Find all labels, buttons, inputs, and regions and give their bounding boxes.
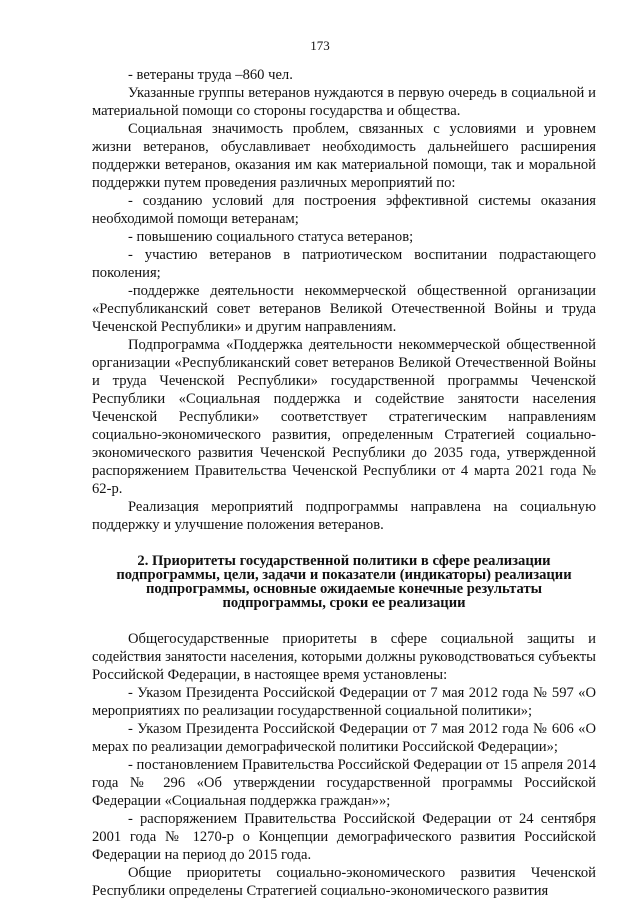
paragraph-subprogram-description: Подпрограмма «Поддержка деятельности некоммерческой общественной организации «Республиканский совет ветеранов Великой Отечественной Войны и труда Чеченской Республики» государственной программы Чеченской Республики «Социальная поддержка и содействие занятости населения Чеченской Республики» соответствует стратегическим направлениям социально-экономического развития, определенным Стратегией социально-экономического развития Чеченской Республики до 2035 года, утвержденной распоряжением Правительства Чеченской Республики от 4 марта 2021 года № 62-р. bbox=[92, 337, 596, 497]
paragraph-implementation-goal: Реализация мероприятий подпрограммы направлена на социальную поддержку и улучшение положения ветеранов. bbox=[92, 499, 596, 533]
paragraph-national-priorities: Общегосударственные приоритеты в сфере социальной защиты и содействия занятости населения, которыми должны руководствоваться субъекты Российской Федерации, в настоящее время установлены: bbox=[92, 631, 596, 683]
paragraph-groups-need-help: Указанные группы ветеранов нуждаются в первую очередь в социальной и материальной помощи со стороны государства и общества. bbox=[92, 85, 596, 119]
list-item-decree-606: - Указом Президента Российской Федерации от 7 мая 2012 года № 606 «О мерах по реализации демографической политики Российской Федерации»; bbox=[92, 721, 596, 755]
list-item-effective-system: - созданию условий для построения эффективной системы оказания необходимой помощи ветеранам; bbox=[92, 193, 596, 227]
document-body bbox=[92, 66, 596, 900]
list-item-support-organization: -поддержке деятельности некоммерческой общественной организации «Республиканский совет ветеранов Великой Отечественной Войны и труда Чеченской Республики» и другим направлениям. bbox=[92, 283, 596, 335]
list-item-patriotic-education: - участию ветеранов в патриотическом воспитании подрастающего поколения; bbox=[92, 247, 596, 281]
paragraph-general-priorities: Общие приоритеты социально-экономического развития Чеченской Республики определены Стратегией социально-экономического развития bbox=[92, 865, 596, 899]
paragraph-social-significance: Социальная значимость проблем, связанных с условиями и уровнем жизни ветеранов, обуславливает необходимость дальнейшего расширения поддержки ветеранов, оказания им как материальной помощи, так и моральной поддержки путем проведения различных мероприятий по: bbox=[92, 121, 596, 191]
list-item-order-1270: - распоряжением Правительства Российской Федерации от 24 сентября 2001 года № 1270-р о Концепции демографического развития Российской Федерации на период до 2015 года. bbox=[92, 811, 596, 863]
list-item-resolution-296: - постановлением Правительства Российской Федерации от 15 апреля 2014 года № 296 «Об утверждении государственной программы Российской Федерации «Социальная поддержка граждан»»; bbox=[92, 757, 596, 809]
paragraph-veterans-labor: - ветераны труда –860 чел. bbox=[128, 67, 293, 83]
list-item-decree-597: - Указом Президента Российской Федерации от 7 мая 2012 года № 597 «О мероприятиях по реализации государственной социальной политики»; bbox=[92, 685, 596, 719]
page-number: 173 bbox=[310, 38, 330, 53]
section-heading: 2. Приоритеты государственной политики в сфере реализации подпрограммы, цели, задачи и показатели (индикаторы) реализации подпрограммы, основные ожидаемые конечные результаты подпрограммы, сроки ее реализации bbox=[116, 553, 572, 611]
list-item-social-status: - повышению социального статуса ветеранов; bbox=[128, 229, 414, 245]
